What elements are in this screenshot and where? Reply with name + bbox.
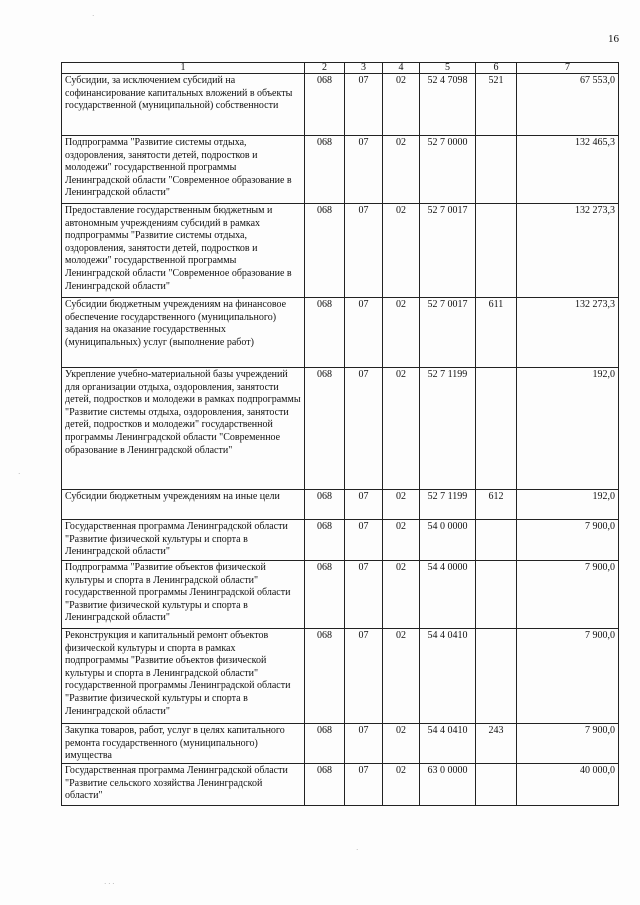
row-section-code: 07	[345, 490, 383, 520]
row-expense-type	[476, 764, 517, 806]
table-row	[62, 136, 619, 204]
header-col-5: 5	[420, 63, 476, 74]
row-name: Реконструкция и капитальный ремонт объектов физической культуры и спорта в рамках подпрограммы "Развитие объектов физической культуры и спорта в Ленинградской области" государственной программы Ленинградской области "Развитие физической культуры и спорта в Ленинградской области"	[62, 629, 305, 724]
row-ministry-code: 068	[305, 490, 345, 520]
row-amount: 192,0	[517, 490, 619, 520]
table-row	[62, 629, 619, 724]
row-section-code: 07	[345, 298, 383, 368]
row-section-code: 07	[345, 136, 383, 204]
row-section-code: 07	[345, 561, 383, 629]
row-target-code: 54 4 0410	[420, 724, 476, 764]
row-amount: 7 900,0	[517, 629, 619, 724]
row-expense-type	[476, 368, 517, 490]
row-expense-type	[476, 561, 517, 629]
row-subsection-code: 02	[383, 136, 420, 204]
row-expense-type: 611	[476, 298, 517, 368]
row-name: Подпрограмма "Развитие объектов физической культуры и спорта в Ленинградской области" государственной программы Ленинградской области "Развитие физической культуры и спорта в Ленинградской области"	[62, 561, 305, 629]
row-subsection-code: 02	[383, 490, 420, 520]
row-ministry-code: 068	[305, 629, 345, 724]
row-expense-type	[476, 629, 517, 724]
row-subsection-code: 02	[383, 764, 420, 806]
row-name: Предоставление государственным бюджетным и автономным учреждениям субсидий в рамках подпрограммы "Развитие системы отдыха, оздоровления, занятости детей, подростков и молодежи" государственной программы Ленинградской области "Современное образование в Ленинградской области"	[62, 204, 305, 298]
table-row	[62, 298, 619, 368]
header-col-1: 1	[62, 63, 305, 74]
table-row	[62, 368, 619, 490]
row-target-code: 52 7 0017	[420, 298, 476, 368]
row-expense-type: 612	[476, 490, 517, 520]
table-row	[62, 724, 619, 764]
row-section-code: 07	[345, 629, 383, 724]
row-name: Субсидии бюджетным учреждениям на финансовое обеспечение государственного (муниципального) задания на оказание государственных (муниципальных) услуг (выполнение работ)	[62, 298, 305, 368]
row-amount: 7 900,0	[517, 520, 619, 561]
row-target-code: 52 7 1199	[420, 368, 476, 490]
page-number: 16	[608, 33, 619, 45]
header-col-4: 4	[383, 63, 420, 74]
row-target-code: 52 7 0000	[420, 136, 476, 204]
row-section-code: 07	[345, 204, 383, 298]
row-amount: 192,0	[517, 368, 619, 490]
row-amount: 132 465,3	[517, 136, 619, 204]
row-target-code: 52 7 0017	[420, 204, 476, 298]
header-col-7: 7	[517, 63, 619, 74]
row-subsection-code: 02	[383, 724, 420, 764]
table-row	[62, 74, 619, 136]
row-subsection-code: 02	[383, 298, 420, 368]
row-amount: 132 273,3	[517, 298, 619, 368]
row-name: Укрепление учебно-материальной базы учреждений для организации отдыха, оздоровления, занятости детей, подростков и молодежи в рамках подпрограммы "Развитие системы отдыха, оздоровления, занятости детей, подростков и молодежи" государственной программы Ленинградской области "Современное образование в Ленинградской области"	[62, 368, 305, 490]
row-ministry-code: 068	[305, 74, 345, 136]
row-target-code: 54 0 0000	[420, 520, 476, 561]
row-ministry-code: 068	[305, 136, 345, 204]
row-section-code: 07	[345, 368, 383, 490]
row-section-code: 07	[345, 520, 383, 561]
row-name: Государственная программа Ленинградской области "Развитие сельского хозяйства Ленинградской области"	[62, 764, 305, 806]
row-name: Субсидии, за исключением субсидий на софинансирование капитальных вложений в объекты государственной (муниципальной) собственности	[62, 74, 305, 136]
row-ministry-code: 068	[305, 368, 345, 490]
row-expense-type: 243	[476, 724, 517, 764]
header-col-6: 6	[476, 63, 517, 74]
row-expense-type	[476, 136, 517, 204]
header-col-2: 2	[305, 63, 345, 74]
row-section-code: 07	[345, 724, 383, 764]
row-subsection-code: 02	[383, 204, 420, 298]
row-expense-type: 521	[476, 74, 517, 136]
row-target-code: 54 4 0000	[420, 561, 476, 629]
row-amount: 7 900,0	[517, 561, 619, 629]
row-expense-type	[476, 520, 517, 561]
row-ministry-code: 068	[305, 724, 345, 764]
scan-artifact: ·	[356, 846, 359, 854]
scan-artifact: · · ·	[104, 880, 115, 888]
row-subsection-code: 02	[383, 74, 420, 136]
row-expense-type	[476, 204, 517, 298]
table-row	[62, 520, 619, 561]
header-col-3: 3	[345, 63, 383, 74]
row-name: Подпрограмма "Развитие системы отдыха, оздоровления, занятости детей, подростков и молодежи" государственной программы Ленинградской области "Современное образование в Ленинградской области"	[62, 136, 305, 204]
row-subsection-code: 02	[383, 368, 420, 490]
row-name: Субсидии бюджетным учреждениям на иные цели	[62, 490, 305, 520]
row-subsection-code: 02	[383, 629, 420, 724]
row-amount: 67 553,0	[517, 74, 619, 136]
row-subsection-code: 02	[383, 561, 420, 629]
table-row	[62, 561, 619, 629]
row-amount: 7 900,0	[517, 724, 619, 764]
row-ministry-code: 068	[305, 561, 345, 629]
row-ministry-code: 068	[305, 298, 345, 368]
scan-artifact: ·	[18, 470, 21, 478]
row-target-code: 63 0 0000	[420, 764, 476, 806]
row-subsection-code: 02	[383, 520, 420, 561]
table-row	[62, 764, 619, 806]
row-amount: 40 000,0	[517, 764, 619, 806]
row-target-code: 54 4 0410	[420, 629, 476, 724]
table-row	[62, 204, 619, 298]
row-name: Закупка товаров, работ, услуг в целях капитального ремонта государственного (муниципального) имущества	[62, 724, 305, 764]
row-section-code: 07	[345, 74, 383, 136]
row-ministry-code: 068	[305, 520, 345, 561]
row-target-code: 52 4 7098	[420, 74, 476, 136]
row-amount: 132 273,3	[517, 204, 619, 298]
row-section-code: 07	[345, 764, 383, 806]
table-row	[62, 490, 619, 520]
scan-artifact: ·	[92, 12, 95, 20]
row-target-code: 52 7 1199	[420, 490, 476, 520]
row-ministry-code: 068	[305, 204, 345, 298]
header-row	[62, 63, 619, 74]
budget-table	[61, 62, 619, 806]
row-ministry-code: 068	[305, 764, 345, 806]
row-name: Государственная программа Ленинградской области "Развитие физической культуры и спорта в Ленинградской области"	[62, 520, 305, 561]
